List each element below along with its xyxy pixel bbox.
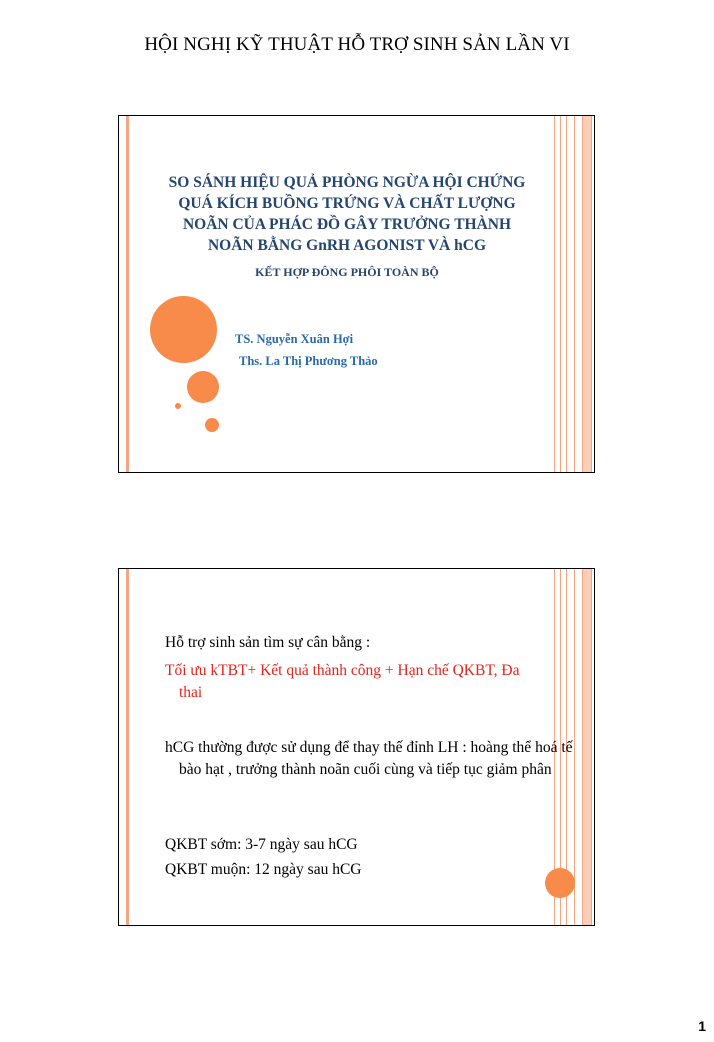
stripe-bar: [582, 569, 592, 925]
stripe-bar: [582, 116, 592, 472]
stripe-line: [566, 116, 567, 472]
decorative-circle-medium: [187, 371, 219, 403]
decorative-circle-dot: [175, 403, 181, 409]
title-line: SO SÁNH HIỆU QUẢ PHÒNG NGỪA HỘI CHỨNG: [168, 174, 526, 191]
stripe-line: [560, 116, 561, 472]
decorative-circle: [545, 868, 575, 898]
left-stripe: [126, 116, 129, 472]
slide-title: [118, 115, 595, 473]
paragraph-early-ohss: QKBT sớm: 3-7 ngày sau hCG: [165, 836, 358, 853]
paragraph-late-ohss: QKBT muộn: 12 ngày sau hCG: [165, 861, 362, 878]
slide-title-text: [127, 172, 567, 256]
decorative-circle-small: [205, 418, 219, 432]
decorative-circle-large: [150, 296, 217, 363]
left-stripe: [126, 569, 129, 925]
stripe-line: [574, 116, 575, 472]
author-2: Ths. La Thị Phương Thảo: [239, 354, 378, 368]
paragraph-hcg: hCG thường được sử dụng để thay thế đỉnh LH : hoàng thể hoá tế bào hạt , trưởng thành noãn cuối cùng và tiếp tục giảm phân: [165, 739, 573, 778]
author-1: TS. Nguyễn Xuân Hợi: [235, 332, 354, 346]
stripe-line: [554, 116, 555, 472]
title-line: NOÃN BẰNG GnRH AGONIST VÀ hCG: [207, 237, 487, 254]
title-line: NOÃN CỦA PHÁC ĐỒ GÂY TRƯỞNG THÀNH: [182, 216, 512, 233]
slide-subtitle: KẾT HỢP ĐÔNG PHÔI TOÀN BỘ: [255, 265, 439, 279]
page-number: 1: [698, 1018, 706, 1034]
page-header: HỘI NGHỊ KỸ THUẬT HỖ TRỢ SINH SẢN LẦN VI: [144, 34, 570, 55]
stripe-line: [574, 569, 575, 925]
paragraph-balance: Hỗ trợ sinh sản tìm sự cân bằng :: [165, 634, 371, 651]
title-line: QUÁ KÍCH BUỒNG TRỨNG VÀ CHẤT LƯỢNG: [178, 195, 516, 212]
paragraph-optimize: Tối ưu kTBT+ Kết quả thành công + Hạn chế QKBT, Đa thai: [165, 662, 520, 701]
slide-content: [118, 568, 595, 926]
